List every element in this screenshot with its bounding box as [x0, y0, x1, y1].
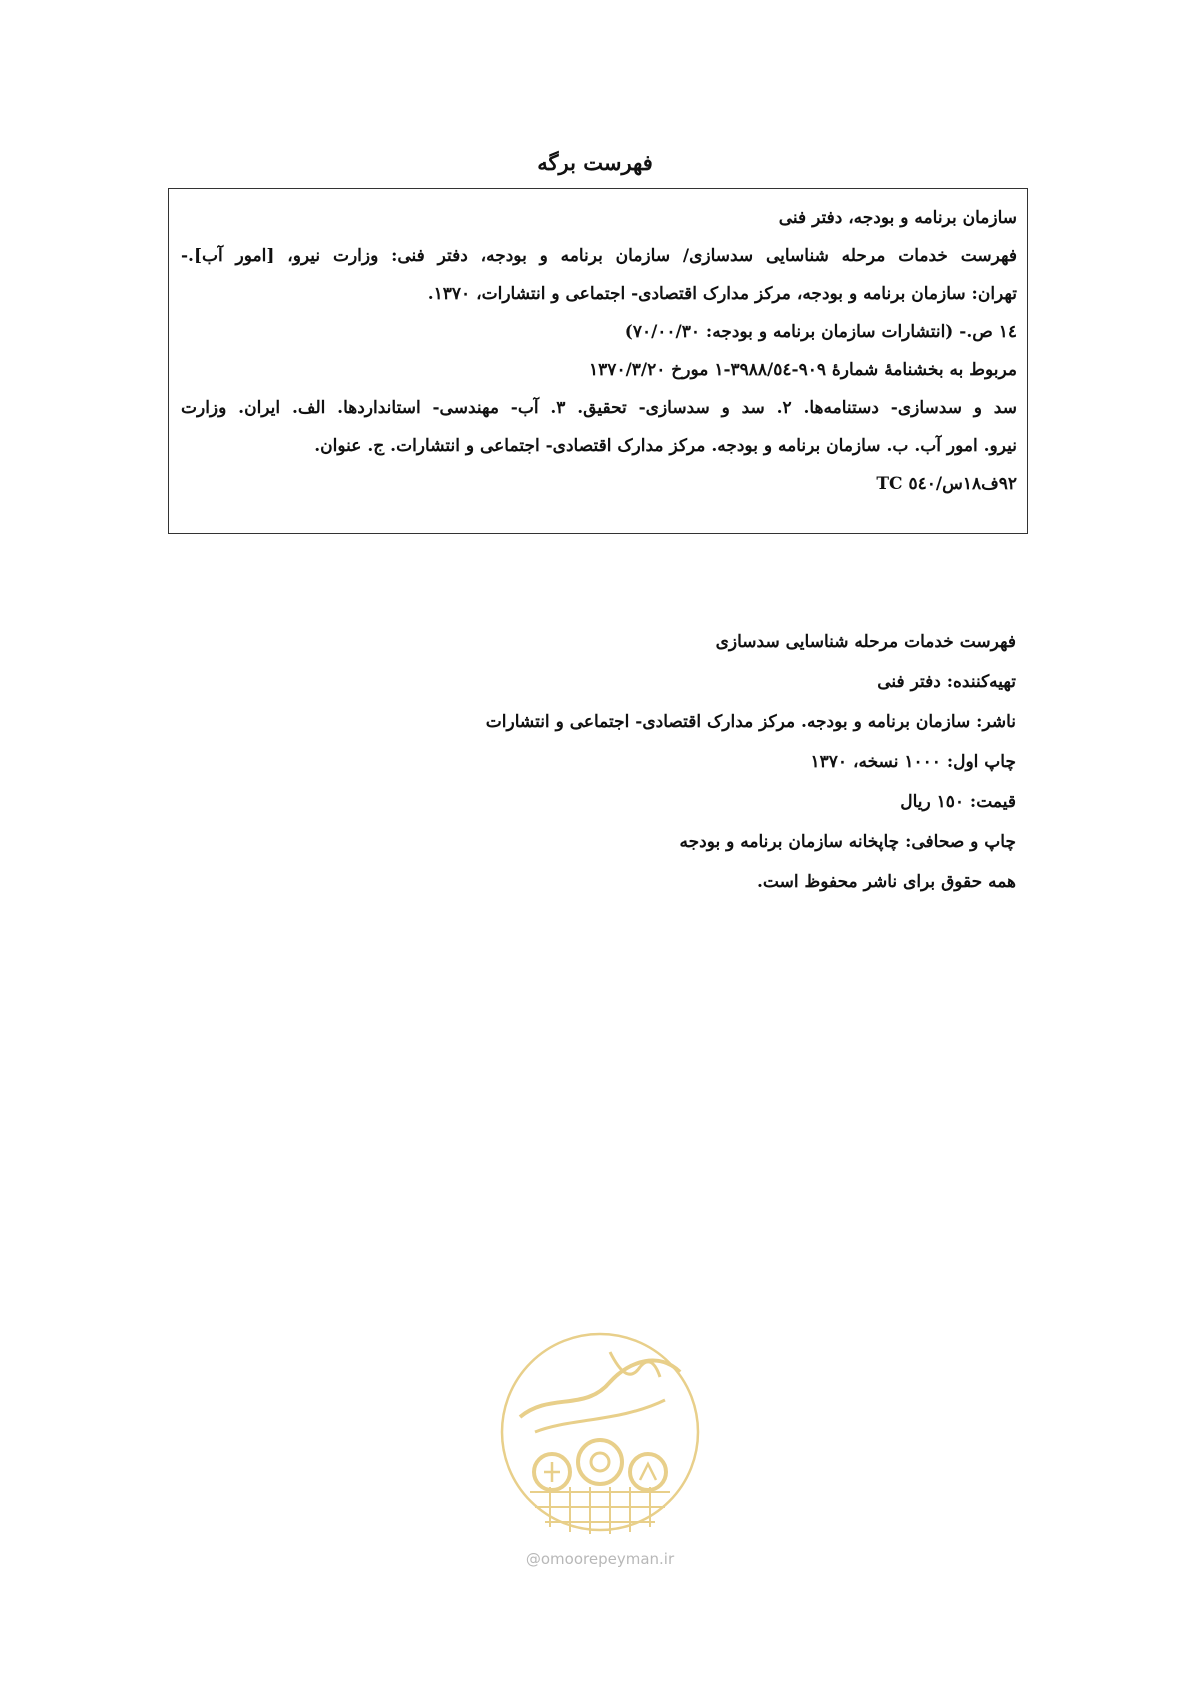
cip-circular-note: مربوط به بخشنامۀ شمارۀ ۹۰۹-۳۹۸۸/٥٤-۱ مورخ ۱۳۷۰/۳/۲۰ — [589, 360, 1017, 380]
logo-emblem-icon — [490, 1322, 710, 1542]
cip-title-statement: فهرست خدمات مرحله شناسایی سدسازی/ سازمان برنامه و بودجه، دفتر فنی: وزارت نیرو، [امور آب].- — [181, 246, 1017, 266]
watermark-logo — [490, 1322, 710, 1572]
cip-pages-series: ۱٤ ص.- (انتشارات سازمان برنامه و بودجه: ۷۰/۰۰/۳۰) — [624, 322, 1017, 342]
page-title: فهرست برگه — [537, 150, 653, 175]
cip-subjects-continued: نیرو. امور آب. ب. سازمان برنامه و بودجه. مرکز مدارک اقتصادی- اجتماعی و انتشارات. ج. عنوان. — [314, 436, 1017, 456]
watermark-caption: @omoorepeyman.ir — [525, 1550, 675, 1568]
info-publisher: ناشر: سازمان برنامه و بودجه. مرکز مدارک اقتصادی- اجتماعی و انتشارات — [485, 712, 1016, 732]
info-edition: چاپ اول: ۱۰۰۰ نسخه، ۱۳۷۰ — [810, 752, 1016, 772]
cip-author: سازمان برنامه و بودجه، دفتر فنی — [778, 208, 1017, 228]
info-title: فهرست خدمات مرحله شناسایی سدسازی — [715, 632, 1016, 652]
info-preparer: تهیه‌کننده: دفتر فنی — [877, 672, 1016, 692]
info-rights: همه حقوق برای ناشر محفوظ است. — [756, 872, 1016, 892]
cip-subjects: سد و سدسازی- دستنامه‌ها. ۲. سد و سدسازی- تحقیق. ۳. آب- مهندسی- استانداردها. الف. ایران. وزارت — [181, 398, 1017, 418]
publication-info — [256, 622, 1016, 902]
info-price: قیمت: ۱٥۰ ریال — [900, 792, 1016, 812]
cip-publication: تهران: سازمان برنامه و بودجه، مرکز مدارک اقتصادی- اجتماعی و انتشارات، ۱۳۷۰. — [427, 284, 1017, 304]
cip-call-number: ۹۲ف۱۸س/٥٤۰ TC — [876, 474, 1017, 494]
cataloging-record-box — [168, 188, 1028, 534]
info-printing: چاپ و صحافی: چاپخانه سازمان برنامه و بودجه — [679, 832, 1016, 852]
